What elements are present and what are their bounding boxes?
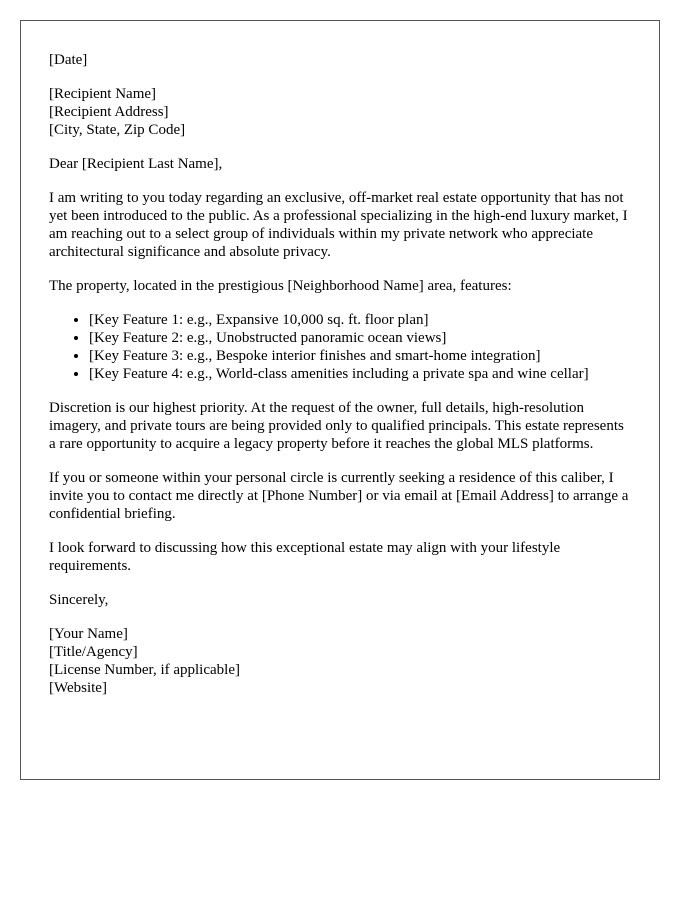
- invitation-paragraph: If you or someone within your personal circle is currently seeking a residence of this caliber, I invite you to contact me directly at [Phone Number] or via email at [Email Address] to arrange a confidential briefing.: [49, 470, 629, 522]
- date: [Date]: [49, 52, 88, 68]
- closing-remark: I look forward to discussing how this exceptional estate may align with your lifestyle requirements.: [49, 540, 561, 574]
- features-intro: The property, located in the prestigious [Neighborhood Name] area, features:: [49, 278, 512, 294]
- date-line: [49, 51, 631, 69]
- feature-list: [49, 311, 631, 383]
- recipient-block: [49, 85, 631, 139]
- recipient-name: [Recipient Name]: [49, 86, 157, 102]
- signature-block: [49, 625, 631, 697]
- signature-title: [Title/Agency]: [49, 644, 138, 660]
- recipient-city-state-zip: [City, State, Zip Code]: [49, 122, 186, 138]
- signature-name: [Your Name]: [49, 626, 128, 642]
- signature-license: [License Number, if applicable]: [49, 662, 240, 678]
- discretion-paragraph: Discretion is our highest priority. At the request of the owner, full details, high-resolution imagery, and private tours are being provided only to qualified principals. This estate represents a rare opportunity to acquire a legacy property before it reaches the global MLS platforms.: [49, 400, 624, 452]
- feature-item: • [Key Feature 4: e.g., World-class amenities including a private spa and wine cellar]: [89, 365, 631, 383]
- salutation: Dear [Recipient Last Name],: [49, 156, 223, 172]
- sign-off: Sincerely,: [49, 592, 109, 608]
- feature-item: • [Key Feature 2: e.g., Unobstructed panoramic ocean views]: [89, 329, 631, 347]
- feature-item: • [Key Feature 3: e.g., Bespoke interior finishes and smart-home integration]: [89, 347, 631, 365]
- letter-page: [20, 20, 660, 780]
- recipient-address: [Recipient Address]: [49, 104, 169, 120]
- intro-paragraph: I am writing to you today regarding an exclusive, off-market real estate opportunity that has not yet been introduced to the public. As a professional specializing in the high-end luxury market, I am reaching out to a select group of individuals within my private network who appreciate architectural significance and absolute privacy.: [49, 190, 628, 260]
- signature-website: [Website]: [49, 680, 107, 696]
- feature-item: • [Key Feature 1: e.g., Expansive 10,000 sq. ft. floor plan]: [89, 311, 631, 329]
